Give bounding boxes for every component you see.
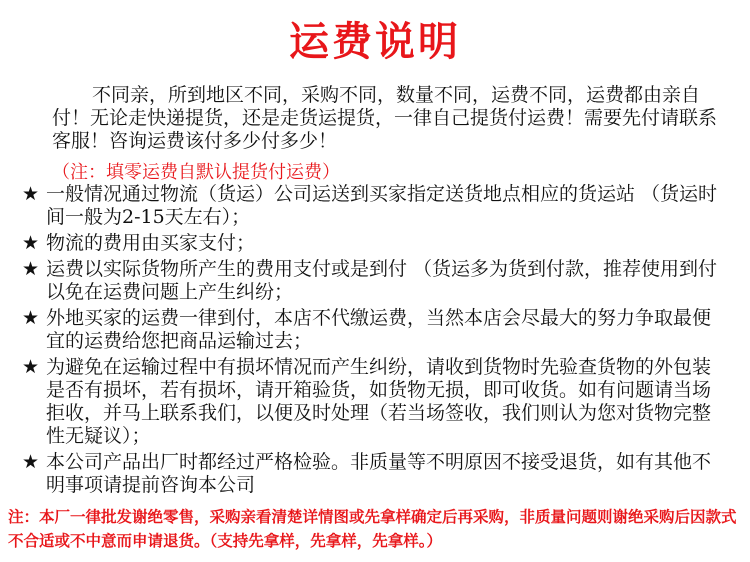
list-item — [22, 258, 722, 304]
list-item — [22, 451, 722, 497]
list-item — [22, 356, 722, 448]
wholesale-footer-note: 注：本厂一律批发谢绝零售，采购亲看清楚详情图或先拿样确定后再采购，非质量问题则谢绝采购后因款式不合适或不中意而申请退货。（支持先拿样，先拿样，先拿样。） — [8, 508, 737, 550]
list-item-text: 外地买家的运费一律到付，本店不代缴运费，当然本店会尽最大的努力争取最便宜的运费给您把商品运输过去； — [46, 307, 712, 352]
star-icon: ★ — [22, 232, 40, 254]
intro-paragraph: 不同亲，所到地区不同，采购不同，数量不同，运费不同，运费都由亲自付！无论走快递提货，还是走货运提货，一律自己提货付运费！需要先付请联系客服！咨询运费该付多少付多少！ — [52, 84, 718, 152]
star-icon: ★ — [22, 356, 40, 378]
list-item-text: 物流的费用由买家支付； — [46, 232, 256, 254]
star-icon: ★ — [22, 183, 40, 205]
list-item-text: 本公司产品出厂时都经过严格检验。非质量等不明原因不接受退货，如有其他不明事项请提前咨询本公司 — [46, 451, 712, 496]
zero-shipping-note: （注：填零运费自默认提货付运费） — [52, 162, 340, 183]
star-icon: ★ — [22, 307, 40, 329]
list-item-text: 一般情况通过物流（货运）公司运送到买家指定送货地点相应的货运站 （货运时间一般为2-15天左右）； — [46, 183, 718, 228]
list-item-text: 为避免在运输过程中有损坏情况而产生纠纷，请收到货物时先验查货物的外包装是否有损坏，若有损坏，请开箱验货，如货物无损，即可收货。如有问题请当场拒收，并马上联系我们，以便及时处理（若当场签收，我们则认为您对货物完整性无疑议）； — [46, 356, 712, 447]
list-item — [22, 232, 722, 255]
star-icon: ★ — [22, 451, 40, 473]
star-icon: ★ — [22, 258, 40, 280]
list-item — [22, 307, 722, 353]
list-item — [22, 183, 722, 229]
list-item-text: 运费以实际货物所产生的费用支付或是到付 （货运多为货到付款，推荐使用到付以免在运费问题上产生纠纷； — [46, 258, 718, 303]
bullet-list — [22, 183, 722, 500]
page-title: 运费说明 — [289, 19, 461, 65]
